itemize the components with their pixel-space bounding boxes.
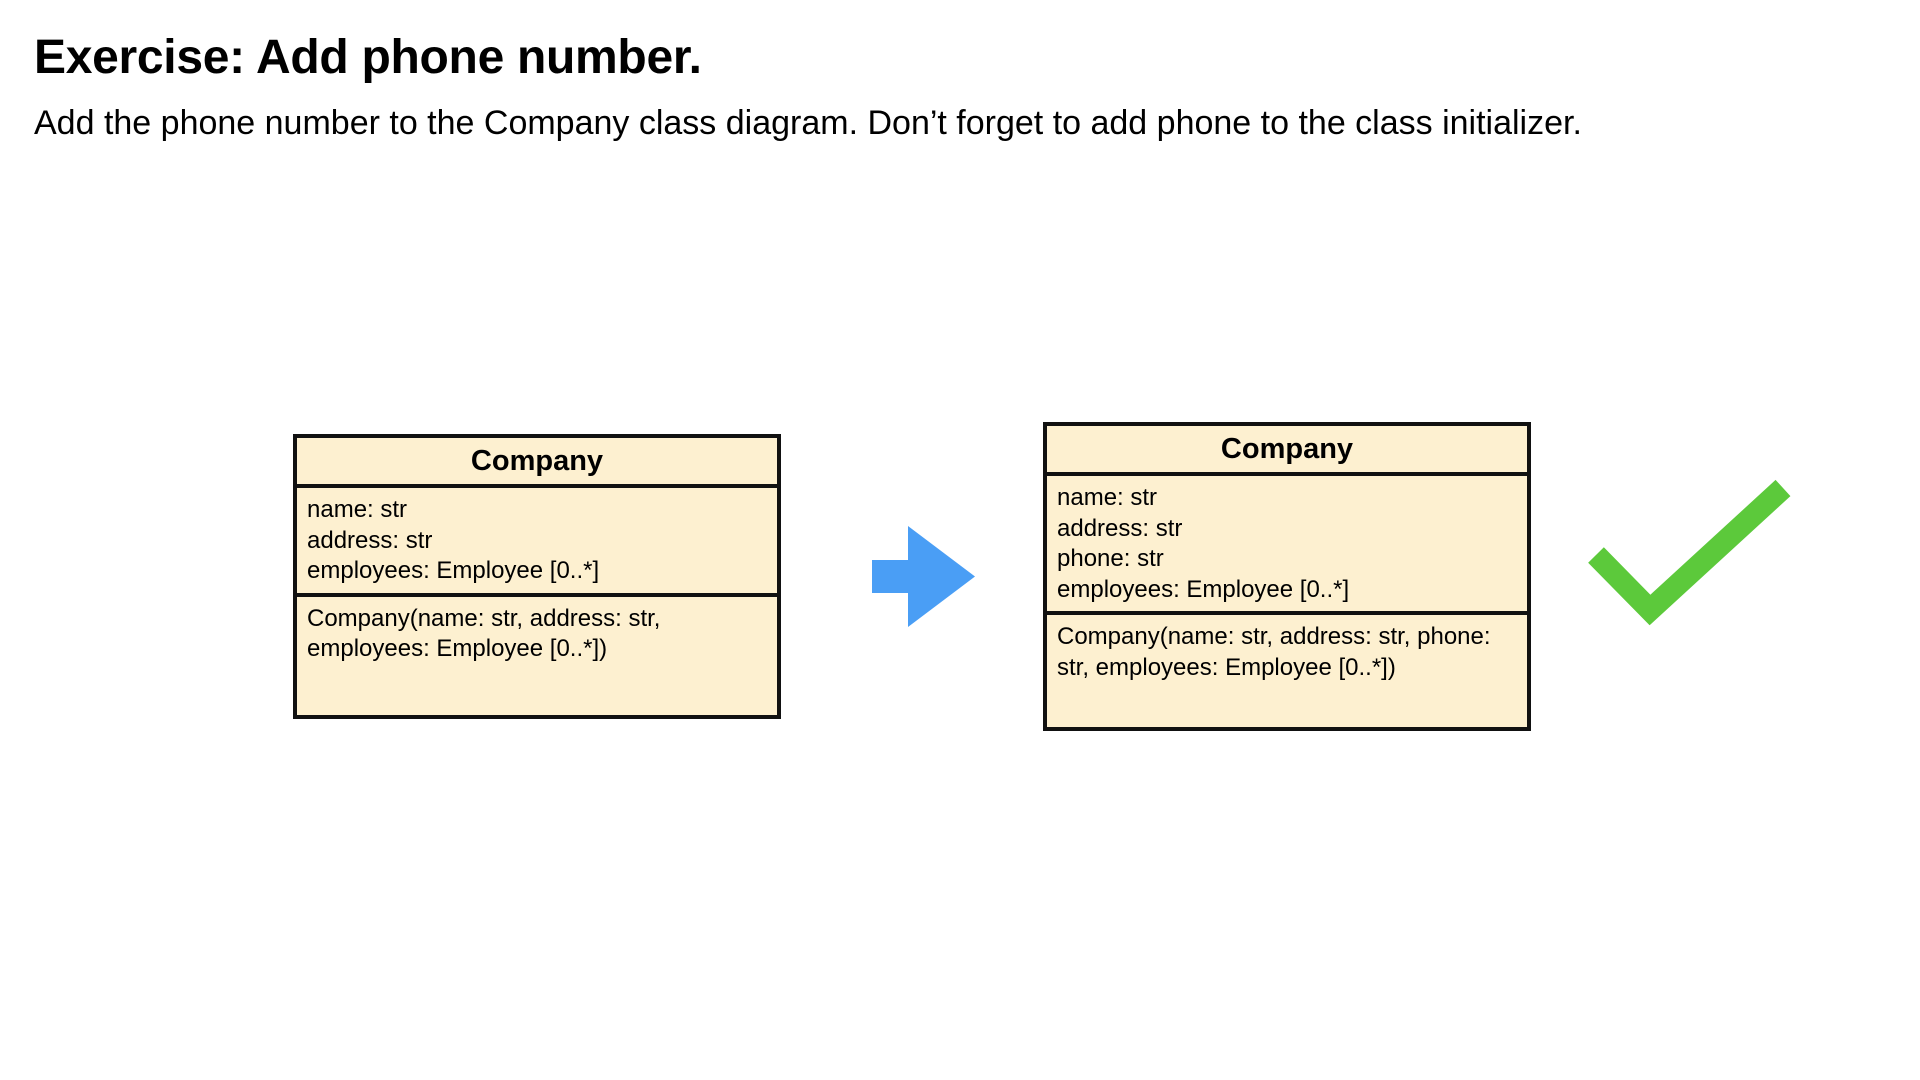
- class-diagram-after: [1043, 422, 1531, 731]
- initializer-signature: Company(name: str, address: str, phone: str, employees: Employee [0..*]): [1057, 623, 1491, 681]
- attribute-employees: employees: Employee [0..*]: [307, 557, 600, 584]
- class-attributes: [297, 488, 777, 597]
- slide-subtitle: Add the phone number to the Company class diagram. Don’t forget to add phone to the class initializer.: [34, 104, 1582, 142]
- class-diagram-before: [293, 434, 781, 719]
- attribute-employees: employees: Employee [0..*]: [1057, 575, 1350, 603]
- right-arrow-icon: [872, 526, 975, 627]
- class-name: Company: [1047, 426, 1527, 476]
- class-name: Company: [297, 438, 777, 488]
- attribute-name: name: str: [1057, 484, 1158, 511]
- attribute-address: address: str: [307, 526, 433, 554]
- class-attributes: [1047, 476, 1527, 615]
- class-methods: [1047, 615, 1527, 689]
- attribute-address: address: str: [1057, 514, 1183, 542]
- attribute-name: name: str: [307, 496, 408, 523]
- initializer-signature: Company(name: str, address: str, employees: Employee [0..*]): [307, 604, 661, 662]
- checkmark-icon: [1588, 470, 1793, 630]
- slide-title: Exercise: Add phone number.: [34, 31, 702, 84]
- class-methods: [297, 597, 777, 671]
- attribute-phone: phone: str: [1057, 545, 1164, 572]
